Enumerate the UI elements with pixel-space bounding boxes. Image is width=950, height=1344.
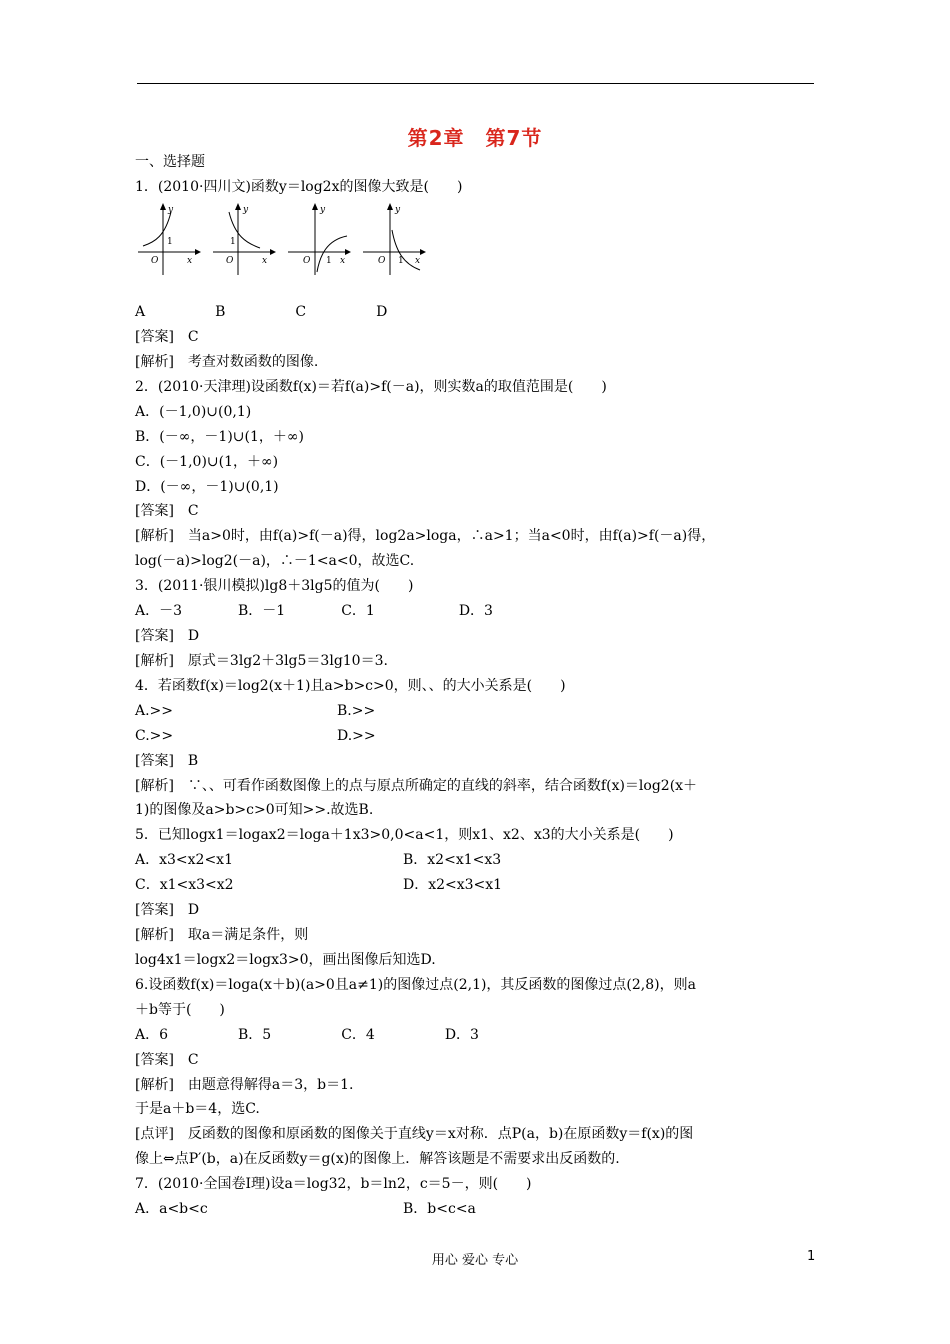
svg-text:y: y	[243, 205, 249, 215]
svg-text:O: O	[378, 256, 386, 266]
answer-2: [答案] C	[135, 503, 199, 519]
comment-6-line1: [点评] 反函数的图像和原函数的图像关于直线y＝x对称．点P(a，b)在原函数y＝f(x)的图	[135, 1126, 694, 1142]
explanation-5-line1: [解析] 取a＝满足条件，则	[135, 927, 309, 943]
option-4c: C.>>	[135, 728, 174, 744]
page-title: 第2章 第7节	[407, 126, 543, 150]
svg-text:x: x	[340, 256, 346, 266]
graph-b	[213, 203, 276, 275]
answer-5: [答案] D	[135, 902, 200, 918]
question-3: 3．(2011·银川模拟)lg8＋3lg5的值为( )	[135, 578, 414, 594]
option-7a: A．a<b<c	[135, 1201, 208, 1217]
svg-text:y: y	[320, 205, 326, 215]
option-2c: C．(－1,0)∪(1，＋∞)	[135, 454, 279, 470]
svg-text:O: O	[226, 256, 234, 266]
graph-a	[138, 203, 201, 275]
question-2: 2．(2010·天津理)设函数f(x)＝若f(a)>f(－a)，则实数a的取值范围是( )	[135, 379, 607, 395]
option-4b: B.>>	[337, 703, 376, 719]
option-4a: A.>>	[135, 703, 174, 719]
option-5d: D．x2<x3<x1	[403, 877, 503, 893]
option-2a: A．(－1,0)∪(0,1)	[135, 404, 252, 420]
option-4d: D.>>	[337, 728, 376, 744]
footer-text: 用心 爱心 专心	[431, 1253, 519, 1268]
option-5c: C．x1<x3<x2	[135, 877, 234, 893]
svg-text:y: y	[395, 205, 401, 215]
function-graphs	[135, 200, 435, 275]
answer-6: [答案] C	[135, 1052, 199, 1068]
graph-d	[363, 203, 426, 275]
explanation-2-line2: log(－a)>log2(－a)，∴－1<a<0，故选C.	[135, 553, 415, 569]
svg-text:O: O	[151, 256, 159, 266]
explanation-4-line1: [解析] ∵、、可看作函数图像上的点与原点所确定的直线的斜率，结合函数f(x)＝log2(x＋	[135, 778, 698, 794]
svg-text:x: x	[187, 256, 193, 266]
question-6-line2: ＋b等于( )	[135, 1002, 225, 1018]
question-7: 7．(2010·全国卷Ⅰ理)设a＝log32，b＝ln2，c＝5－，则( )	[135, 1176, 532, 1192]
explanation-2-line1: [解析] 当a>0时，由f(a)>f(－a)得，log2a>loga，∴a>1；当a<0时，由f(a)>f(－a)得，	[135, 528, 716, 544]
header-rule	[137, 83, 814, 84]
svg-text:O: O	[303, 256, 311, 266]
option-5b: B．x2<x1<x3	[403, 852, 502, 868]
question-6-line1: 6.设函数f(x)＝loga(x＋b)(a>0且a≠1)的图像过点(2,1)，其反函数的图像过点(2,8)，则a	[135, 977, 696, 993]
explanation-1: [解析] 考查对数函数的图像.	[135, 354, 319, 370]
answer-1: [答案] C	[135, 329, 199, 345]
svg-text:y: y	[168, 205, 174, 215]
explanation-6-line2: 于是a＋b＝4，选C.	[135, 1101, 260, 1117]
section-heading: 一、选择题	[135, 154, 205, 170]
options-3: A．－3 B．－1 C．1 D．3	[135, 603, 493, 619]
explanation-4-line2: 1)的图像及a>b>c>0可知>>.故选B.	[135, 802, 374, 818]
graph-c	[288, 203, 351, 275]
option-7b: B．b<c<a	[403, 1201, 476, 1217]
option-5a: A．x3<x2<x1	[135, 852, 233, 868]
svg-text:1: 1	[230, 237, 236, 247]
svg-text:1: 1	[398, 256, 404, 266]
comment-6-line2: 像上⇔点P′(b，a)在反函数y＝g(x)的图像上．解答该题是不需要求出反函数的.	[135, 1151, 620, 1167]
explanation-6-line1: [解析] 由题意得解得a＝3，b＝1.	[135, 1077, 354, 1093]
page-number: 1	[807, 1249, 816, 1264]
options-6: A．6 B．5 C．4 D．3	[135, 1027, 479, 1043]
question-1: 1．(2010·四川文)函数y＝log2x的图像大致是( )	[135, 179, 463, 195]
explanation-5-line2: log4x1＝logx2＝logx3>0，画出图像后知选D.	[135, 952, 436, 968]
question-5: 5．已知logx1＝logax2＝loga＋1x3>0,0<a<1，则x1、x2、x3的大小关系是( )	[135, 827, 674, 843]
svg-text:1: 1	[326, 256, 332, 266]
svg-text:x: x	[262, 256, 268, 266]
answer-4: [答案] B	[135, 753, 199, 769]
option-2d: D．(－∞，－1)∪(0,1)	[135, 479, 279, 495]
svg-text:1: 1	[167, 237, 173, 247]
graph-option-labels: A B C D	[135, 304, 388, 320]
option-2b: B．(－∞，－1)∪(1，＋∞)	[135, 429, 305, 445]
answer-3: [答案] D	[135, 628, 200, 644]
explanation-3: [解析] 原式＝3lg2＋3lg5＝3lg10＝3.	[135, 653, 388, 669]
svg-text:x: x	[415, 256, 421, 266]
question-4: 4．若函数f(x)＝log2(x＋1)且a>b>c>0，则、、的大小关系是( )	[135, 678, 566, 694]
